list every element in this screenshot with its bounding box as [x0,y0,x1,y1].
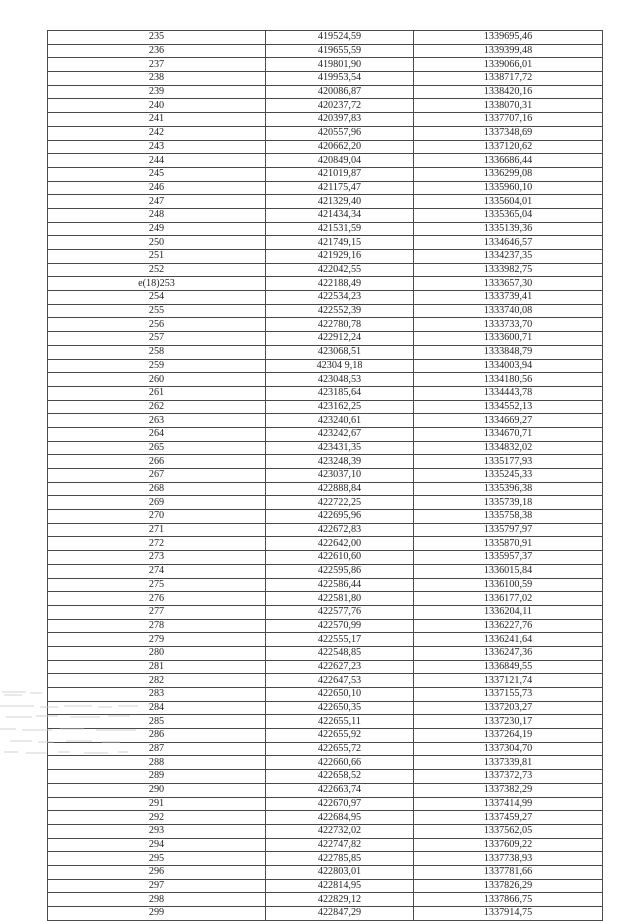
x-coordinate-cell: 423068,51 [266,345,414,359]
table-row [48,195,603,209]
table-row [48,879,603,893]
x-coordinate-cell: 423185,64 [266,386,414,400]
x-coordinate-cell: 420397,83 [266,113,414,127]
x-coordinate-cell: 421434,34 [266,208,414,222]
point-number-cell: 277 [48,605,266,619]
y-coordinate-cell: 1335739,18 [414,496,603,510]
table-row [48,332,603,346]
y-coordinate-cell: 1336100,59 [414,578,603,592]
y-coordinate-cell: 1336241,64 [414,633,603,647]
point-number-cell: 268 [48,482,266,496]
point-number-cell: 292 [48,811,266,825]
y-coordinate-cell: 1334237,35 [414,250,603,264]
y-coordinate-cell: 1336686,44 [414,154,603,168]
x-coordinate-cell: 421749,15 [266,236,414,250]
point-number-cell: 296 [48,865,266,879]
point-number-cell: 262 [48,400,266,414]
x-coordinate-cell: 422577,76 [266,605,414,619]
point-number-cell: 267 [48,469,266,483]
point-number-cell: 261 [48,386,266,400]
x-coordinate-cell: 419655,59 [266,44,414,58]
y-coordinate-cell: 1336015,84 [414,564,603,578]
y-coordinate-cell: 1339399,48 [414,44,603,58]
table-row [48,222,603,236]
y-coordinate-cell: 1337826,29 [414,879,603,893]
point-number-cell: 241 [48,113,266,127]
x-coordinate-cell: 422552,39 [266,304,414,318]
point-number-cell: 290 [48,783,266,797]
table-row [48,304,603,318]
y-coordinate-cell: 1334832,02 [414,441,603,455]
table-row [48,510,603,524]
y-coordinate-cell: 1334180,56 [414,373,603,387]
x-coordinate-cell: 421531,59 [266,222,414,236]
table-row [48,811,603,825]
x-coordinate-cell: 419801,90 [266,58,414,72]
x-coordinate-cell: 422555,17 [266,633,414,647]
x-coordinate-cell: 422747,82 [266,838,414,852]
y-coordinate-cell: 1337459,27 [414,811,603,825]
table-row [48,496,603,510]
y-coordinate-cell: 1336299,08 [414,167,603,181]
y-coordinate-cell: 1336204,11 [414,605,603,619]
x-coordinate-cell: 422595,86 [266,564,414,578]
x-coordinate-cell: 422722,25 [266,496,414,510]
y-coordinate-cell: 1337230,17 [414,715,603,729]
y-coordinate-cell: 1337914,75 [414,907,603,921]
x-coordinate-cell: 422570,99 [266,619,414,633]
y-coordinate-cell: 1337120,62 [414,140,603,154]
x-coordinate-cell: 422658,52 [266,770,414,784]
table-row [48,140,603,154]
x-coordinate-cell: 423240,61 [266,414,414,428]
y-coordinate-cell: 1336177,02 [414,592,603,606]
y-coordinate-cell: 1337348,69 [414,126,603,140]
y-coordinate-cell: 1337562,05 [414,824,603,838]
point-number-cell: 242 [48,126,266,140]
point-number-cell: 284 [48,701,266,715]
point-number-cell: 287 [48,742,266,756]
x-coordinate-cell: 423162,25 [266,400,414,414]
table-row [48,838,603,852]
x-coordinate-cell: 422695,96 [266,510,414,524]
table-row [48,359,603,373]
table-row [48,236,603,250]
y-coordinate-cell: 1334003,94 [414,359,603,373]
table-row [48,619,603,633]
table-row [48,592,603,606]
y-coordinate-cell: 1337707,16 [414,113,603,127]
y-coordinate-cell: 1337738,93 [414,852,603,866]
table-row [48,263,603,277]
table-row [48,44,603,58]
y-coordinate-cell: 1338070,31 [414,99,603,113]
x-coordinate-cell: 422655,92 [266,729,414,743]
y-coordinate-cell: 1337372,73 [414,770,603,784]
x-coordinate-cell: 422912,24 [266,332,414,346]
point-number-cell: 239 [48,85,266,99]
point-number-cell: 265 [48,441,266,455]
y-coordinate-cell: 1335797,97 [414,523,603,537]
x-coordinate-cell: 423048,53 [266,373,414,387]
point-number-cell: 298 [48,893,266,907]
x-coordinate-cell: 422670,97 [266,797,414,811]
x-coordinate-cell: 422586,44 [266,578,414,592]
y-coordinate-cell: 1333740,08 [414,304,603,318]
y-coordinate-cell: 1337866,75 [414,893,603,907]
x-coordinate-cell: 422847,29 [266,907,414,921]
point-number-cell: e(18)253 [48,277,266,291]
table-row [48,345,603,359]
table-row [48,167,603,181]
y-coordinate-cell: 1334552,13 [414,400,603,414]
table-row [48,277,603,291]
x-coordinate-cell: 421175,47 [266,181,414,195]
x-coordinate-cell: 422803,01 [266,865,414,879]
table-row [48,469,603,483]
table-row [48,250,603,264]
point-number-cell: 274 [48,564,266,578]
table-row [48,427,603,441]
table-row [48,386,603,400]
point-number-cell: 263 [48,414,266,428]
x-coordinate-cell: 422780,78 [266,318,414,332]
point-number-cell: 293 [48,824,266,838]
table-row [48,605,603,619]
y-coordinate-cell: 1334443,78 [414,386,603,400]
y-coordinate-cell: 1335870,91 [414,537,603,551]
point-number-cell: 237 [48,58,266,72]
y-coordinate-cell: 1336227,76 [414,619,603,633]
y-coordinate-cell: 1339695,46 [414,31,603,45]
point-number-cell: 258 [48,345,266,359]
point-number-cell: 273 [48,551,266,565]
x-coordinate-cell: 422188,49 [266,277,414,291]
y-coordinate-cell: 1337414,99 [414,797,603,811]
point-number-cell: 235 [48,31,266,45]
x-coordinate-cell: 420086,87 [266,85,414,99]
point-number-cell: 294 [48,838,266,852]
point-number-cell: 280 [48,646,266,660]
table-row [48,852,603,866]
x-coordinate-cell: 422684,95 [266,811,414,825]
y-coordinate-cell: 1335245,33 [414,469,603,483]
point-number-cell: 238 [48,72,266,86]
x-coordinate-cell: 420662,20 [266,140,414,154]
x-coordinate-cell: 421329,40 [266,195,414,209]
point-number-cell: 295 [48,852,266,866]
y-coordinate-cell: 1338717,72 [414,72,603,86]
x-coordinate-cell: 422647,53 [266,674,414,688]
table-row [48,893,603,907]
table-row [48,907,603,921]
table-row [48,564,603,578]
point-number-cell: 249 [48,222,266,236]
y-coordinate-cell: 1333848,79 [414,345,603,359]
point-number-cell: 251 [48,250,266,264]
y-coordinate-cell: 1333600,71 [414,332,603,346]
point-number-cell: 285 [48,715,266,729]
x-coordinate-cell: 422610,60 [266,551,414,565]
point-number-cell: 252 [48,263,266,277]
x-coordinate-cell: 423037,10 [266,469,414,483]
point-number-cell: 297 [48,879,266,893]
y-coordinate-cell: 1335139,36 [414,222,603,236]
point-number-cell: 250 [48,236,266,250]
y-coordinate-cell: 1338420,16 [414,85,603,99]
table-row [48,400,603,414]
point-number-cell: 256 [48,318,266,332]
point-number-cell: 282 [48,674,266,688]
table-row [48,58,603,72]
point-number-cell: 240 [48,99,266,113]
x-coordinate-cell: 422672,83 [266,523,414,537]
point-number-cell: 291 [48,797,266,811]
y-coordinate-cell: 1336247,36 [414,646,603,660]
x-coordinate-cell: 422042,55 [266,263,414,277]
x-coordinate-cell: 419953,54 [266,72,414,86]
table-row [48,318,603,332]
x-coordinate-cell: 422534,23 [266,291,414,305]
x-coordinate-cell: 423248,39 [266,455,414,469]
x-coordinate-cell: 422663,74 [266,783,414,797]
table-row [48,85,603,99]
coordinates-table-body [48,31,603,921]
point-number-cell: 254 [48,291,266,305]
x-coordinate-cell: 423431,35 [266,441,414,455]
y-coordinate-cell: 1333657,30 [414,277,603,291]
point-number-cell: 299 [48,907,266,921]
x-coordinate-cell: 419524,59 [266,31,414,45]
x-coordinate-cell: 422888,84 [266,482,414,496]
y-coordinate-cell: 1333739,41 [414,291,603,305]
x-coordinate-cell: 422655,11 [266,715,414,729]
scan-artifact [0,686,150,766]
table-row [48,633,603,647]
y-coordinate-cell: 1335604,01 [414,195,603,209]
x-coordinate-cell: 422642,00 [266,537,414,551]
table-row [48,441,603,455]
x-coordinate-cell: 420849,04 [266,154,414,168]
point-number-cell: 289 [48,770,266,784]
point-number-cell: 248 [48,208,266,222]
x-coordinate-cell: 422548,85 [266,646,414,660]
x-coordinate-cell: 422581,80 [266,592,414,606]
table-row [48,99,603,113]
point-number-cell: 281 [48,660,266,674]
y-coordinate-cell: 1337203,27 [414,701,603,715]
y-coordinate-cell: 1337264,19 [414,729,603,743]
y-coordinate-cell: 1333982,75 [414,263,603,277]
table-row [48,72,603,86]
x-coordinate-cell: 422732,02 [266,824,414,838]
x-coordinate-cell: 421929,16 [266,250,414,264]
point-number-cell: 275 [48,578,266,592]
point-number-cell: 257 [48,332,266,346]
y-coordinate-cell: 1337121,74 [414,674,603,688]
point-number-cell: 283 [48,688,266,702]
y-coordinate-cell: 1335960,10 [414,181,603,195]
table-row [48,824,603,838]
y-coordinate-cell: 1335365,04 [414,208,603,222]
table-row [48,113,603,127]
table-row [48,865,603,879]
point-number-cell: 279 [48,633,266,647]
y-coordinate-cell: 1335758,38 [414,510,603,524]
y-coordinate-cell: 1337339,81 [414,756,603,770]
coordinates-table [47,30,603,921]
table-row [48,414,603,428]
point-number-cell: 266 [48,455,266,469]
table-row [48,523,603,537]
table-row [48,770,603,784]
table-row [48,646,603,660]
y-coordinate-cell: 1334670,71 [414,427,603,441]
point-number-cell: 245 [48,167,266,181]
table-row [48,797,603,811]
x-coordinate-cell: 422660,66 [266,756,414,770]
point-number-cell: 272 [48,537,266,551]
x-coordinate-cell: 42304 9,18 [266,359,414,373]
x-coordinate-cell: 421019,87 [266,167,414,181]
y-coordinate-cell: 1333733,70 [414,318,603,332]
point-number-cell: 259 [48,359,266,373]
table-row [48,455,603,469]
table-row [48,291,603,305]
x-coordinate-cell: 422814,95 [266,879,414,893]
x-coordinate-cell: 423242,67 [266,427,414,441]
point-number-cell: 260 [48,373,266,387]
point-number-cell: 246 [48,181,266,195]
point-number-cell: 247 [48,195,266,209]
point-number-cell: 255 [48,304,266,318]
y-coordinate-cell: 1337304,70 [414,742,603,756]
x-coordinate-cell: 420557,96 [266,126,414,140]
table-row [48,126,603,140]
table-row [48,154,603,168]
y-coordinate-cell: 1335957,37 [414,551,603,565]
table-row [48,373,603,387]
point-number-cell: 264 [48,427,266,441]
table-row [48,783,603,797]
point-number-cell: 270 [48,510,266,524]
point-number-cell: 243 [48,140,266,154]
point-number-cell: 236 [48,44,266,58]
table-row [48,578,603,592]
point-number-cell: 288 [48,756,266,770]
table-row [48,551,603,565]
x-coordinate-cell: 422829,12 [266,893,414,907]
x-coordinate-cell: 422650,35 [266,701,414,715]
x-coordinate-cell: 422650,10 [266,688,414,702]
table-row [48,482,603,496]
y-coordinate-cell: 1337382,29 [414,783,603,797]
table-row [48,537,603,551]
point-number-cell: 271 [48,523,266,537]
x-coordinate-cell: 422627,23 [266,660,414,674]
y-coordinate-cell: 1337609,22 [414,838,603,852]
x-coordinate-cell: 420237,72 [266,99,414,113]
y-coordinate-cell: 1337781,66 [414,865,603,879]
y-coordinate-cell: 1337155,73 [414,688,603,702]
y-coordinate-cell: 1336849,55 [414,660,603,674]
y-coordinate-cell: 1334669,27 [414,414,603,428]
table-row [48,31,603,45]
point-number-cell: 286 [48,729,266,743]
point-number-cell: 269 [48,496,266,510]
point-number-cell: 276 [48,592,266,606]
table-row [48,181,603,195]
x-coordinate-cell: 422655,72 [266,742,414,756]
table-row [48,208,603,222]
y-coordinate-cell: 1335177,93 [414,455,603,469]
x-coordinate-cell: 422785,85 [266,852,414,866]
point-number-cell: 278 [48,619,266,633]
point-number-cell: 244 [48,154,266,168]
table-row [48,660,603,674]
y-coordinate-cell: 1335396,38 [414,482,603,496]
y-coordinate-cell: 1334646,57 [414,236,603,250]
y-coordinate-cell: 1339066,01 [414,58,603,72]
